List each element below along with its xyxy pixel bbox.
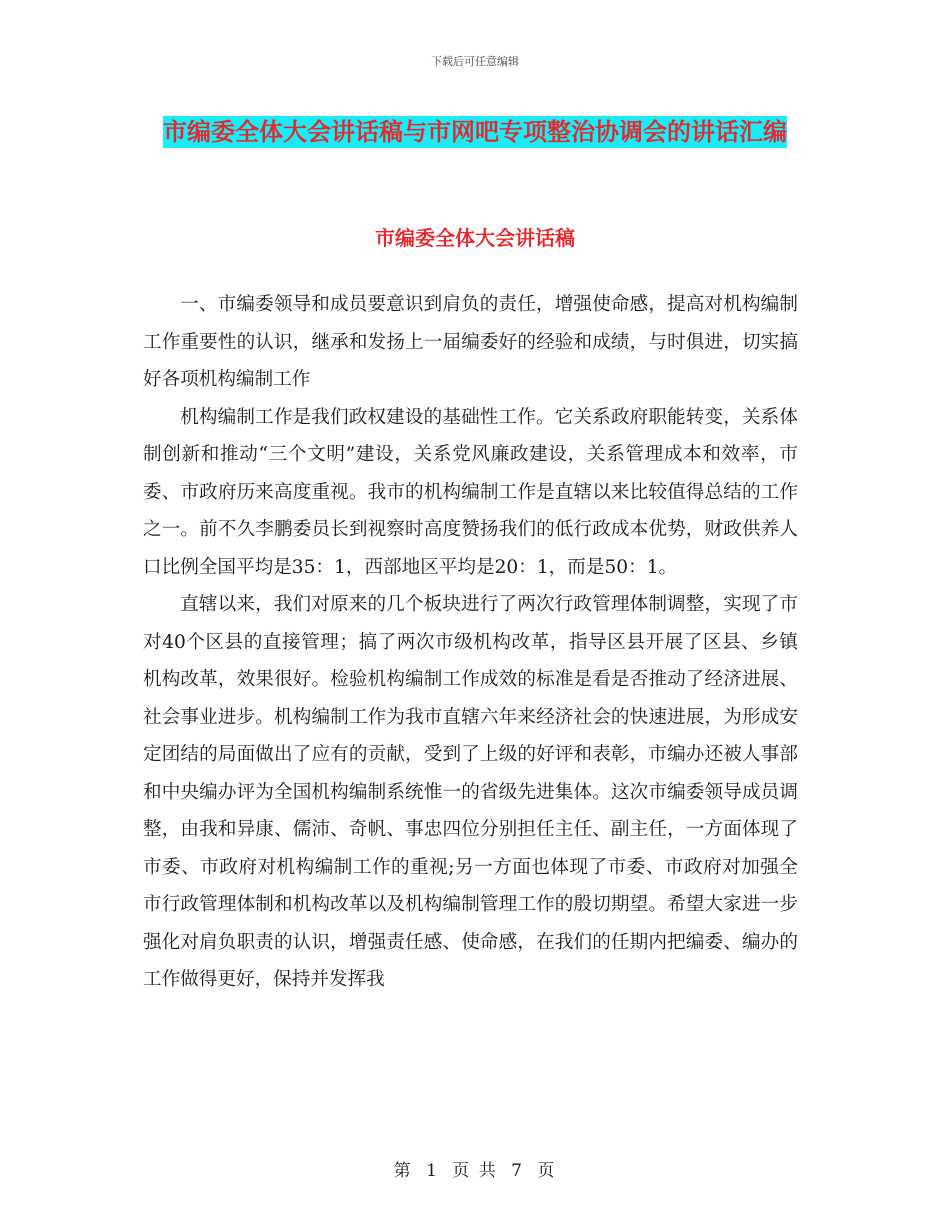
document-title-text: 市编委全体大会讲话稿与市网吧专项整治协调会的讲话汇编 bbox=[163, 118, 787, 146]
page-label-mid: 页 共 bbox=[452, 1161, 498, 1181]
paragraph: 一、市编委领导和成员要意识到肩负的责任，增强使命感，提高对机构编制工作重要性的认识，继承和发扬上一届编委好的经验和成绩，与时俱进，切实搞好各项机构编制工作 bbox=[143, 294, 798, 390]
document-title bbox=[150, 110, 800, 154]
page-footer bbox=[0, 1156, 950, 1181]
page-label-suffix: 页 bbox=[537, 1161, 557, 1181]
page-current: 1 bbox=[426, 1161, 439, 1181]
paragraph: 直辖以来，我们对原来的几个板块进行了两次行政管理体制调整，实现了市对40个区县的直接管理；搞了两次市级机构改革，指导区县开展了区县、乡镇机构改革，效果很好。检验机构编制工作成效的标准是看是否推动了经济进展、社会事业进步。机构编制工作为我市直辖六年来经济社会的快速进展，为形成安定团结的局面做出了应有的贡献，受到了上级的好评和表彰，市编办还被人事部和中央编办评为全国机构编制系统惟一的省级先进集体。这次市编委领导成员调整，由我和异康、儒沛、奇帆、事忠四位分别担任主任、副主任，一方面体现了市委、市政府对机构编制工作的重视;另一方面也体现了市委、市政府对加强全市行政管理体制和机构改革以及机构编制管理工作的殷切期望。希望大家进一步强化对肩负职责的认识，增强责任感、使命感，在我们的任期内把编委、编办的工作做得更好，保持并发挥我 bbox=[143, 594, 798, 990]
page-label-prefix: 第 bbox=[393, 1161, 413, 1181]
page-total: 7 bbox=[511, 1161, 524, 1181]
document-body bbox=[143, 286, 798, 999]
paragraph: 机构编制工作是我们政权建设的基础性工作。它关系政府职能转变，关系体制创新和推动“三个文明”建设，关系党风廉政建设，关系管理成本和效率，市委、市政府历来高度重视。我市的机构编制工作是直辖以来比较值得总结的工作之一。前不久李鹏委员长到视察时高度赞扬我们的低行政成本优势，财政供养人口比例全国平均是35：1，西部地区平均是20：1，而是50：1。 bbox=[143, 406, 798, 578]
page-header-note: 下载后可任意编辑 bbox=[431, 55, 519, 68]
section-title: 市编委全体大会讲话稿 bbox=[375, 226, 575, 250]
